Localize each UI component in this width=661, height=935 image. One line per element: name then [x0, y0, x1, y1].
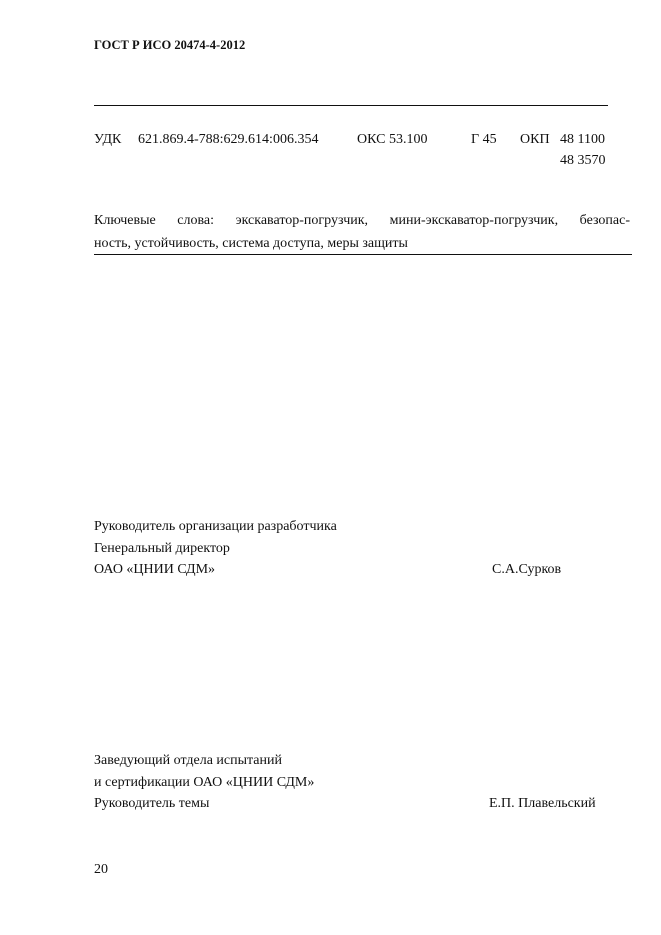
signature1-org: ОАО «ЦНИИ СДМ» — [94, 562, 216, 577]
page-number: 20 — [94, 862, 108, 877]
oks-code: ОКС 53.100 — [357, 132, 428, 147]
okp-value-2: 48 3570 — [560, 153, 606, 168]
signature1-position: Генеральный директор — [94, 541, 230, 556]
signature1-title: Руководитель организации разработчика — [94, 519, 337, 534]
okp-label: ОКП — [520, 132, 550, 147]
standard-id: ГОСТ Р ИСО 20474-4-2012 — [94, 38, 246, 52]
okp-value-1: 48 1100 — [560, 132, 605, 147]
keywords-line-1: Ключевые слова: экскаватор-погрузчик, мини-экскаватор-погрузчик, безопас- — [94, 213, 630, 228]
signature2-title: Заведующий отдела испытаний — [94, 753, 283, 768]
udk-value: 621.869.4-788:629.614:006.354 — [138, 132, 319, 147]
signature2-org: и сертификации ОАО «ЦНИИ СДМ» — [94, 775, 315, 790]
g-code: Г 45 — [471, 132, 497, 147]
signature2-name: Е.П. Плавельский — [489, 796, 596, 811]
udk-label: УДК — [94, 132, 122, 147]
keywords-divider — [94, 254, 632, 255]
signature2-role: Руководитель темы — [94, 796, 210, 811]
signature1-name: С.А.Сурков — [492, 562, 562, 577]
keywords-line-2: ность, устойчивость, система доступа, меры защиты — [94, 236, 408, 251]
top-divider — [94, 105, 608, 106]
